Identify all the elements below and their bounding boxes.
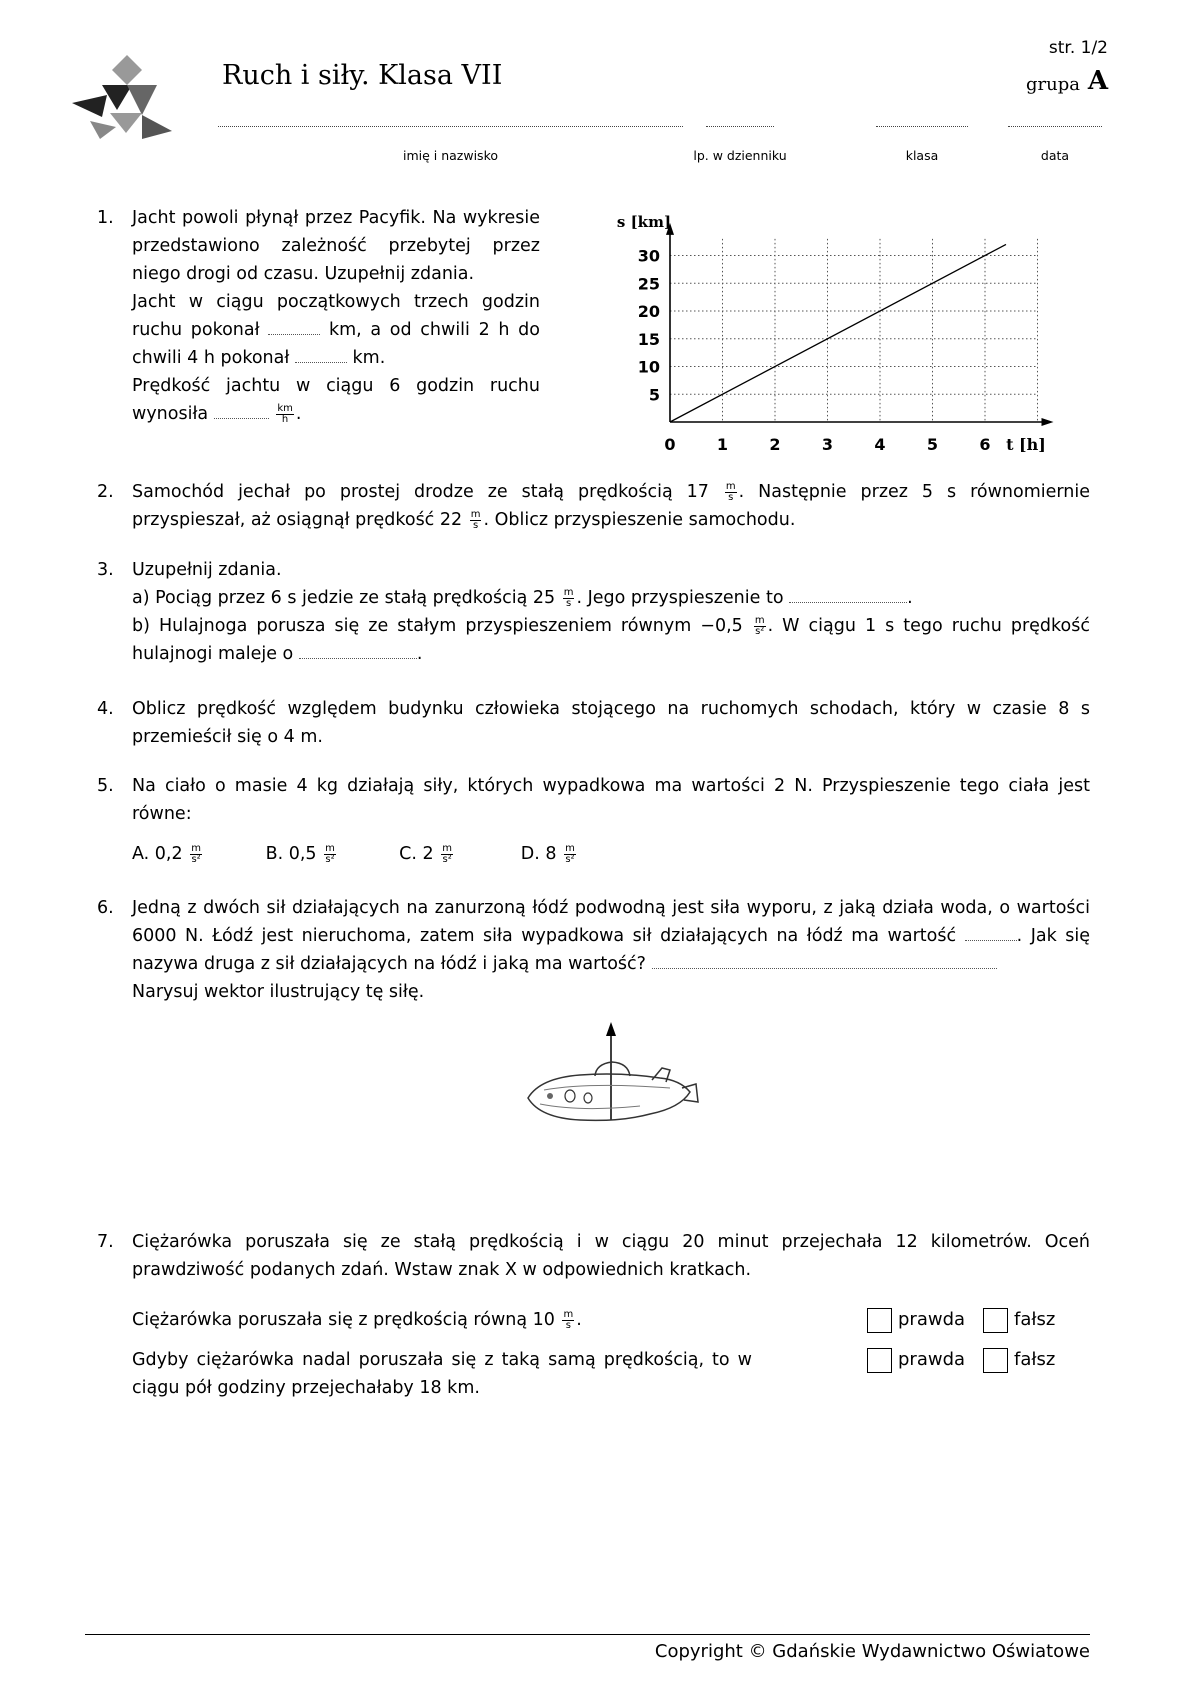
question-6: 6. Jedną z dwóch sił działających na zanurzoną łódź podwodną jest siła wyporu, z jaką działa woda, o wartości 6000 N. Łódź jest nieruchoma, zatem siła wypadkowa sił działających na łódź ma wartość . Jak się nazywa druga z sił działających na łódź i jaką ma wartość? Narysuj wektor ilustrujący tę siłę. <box>97 894 1090 1006</box>
question-3 <box>97 556 1090 668</box>
y-tick-label: 10 <box>637 357 660 377</box>
y-tick-label: 5 <box>648 385 660 405</box>
class-field[interactable] <box>876 126 968 127</box>
x-tick-label: 4 <box>874 435 886 454</box>
x-tick-label: 3 <box>821 435 834 454</box>
option-b[interactable]: B. 0,5 $\frac{m}{\text{s²}}$ <box>265 842 335 865</box>
publisher-logo <box>72 55 182 145</box>
x-axis-arrow <box>1042 418 1054 426</box>
answer-blank[interactable] <box>295 346 347 363</box>
register-number-label: lp. w dzienniku <box>693 148 787 163</box>
false-checkbox[interactable] <box>983 1308 1008 1333</box>
sentence-b: b) Hulajnoga porusza się ze stałym przyspieszeniem równym −0,5 $\frac{m}{\text{s²}}$ . W ciągu 1 s tego ruchu prędkość hulajnogi maleje o . <box>132 614 1090 664</box>
y-tick-label: 15 <box>637 329 660 349</box>
statement-row-1: Ciężarówka poruszała się z prędkością równą 10 $\frac{m}{s}$ . prawda fałsz <box>132 1306 1092 1334</box>
true-option[interactable]: prawda <box>867 1306 965 1334</box>
false-option[interactable]: fałsz <box>983 1306 1055 1334</box>
question-number: 2. <box>97 482 114 502</box>
y-tick-label: 20 <box>637 302 660 321</box>
option-d[interactable]: D. 8 $\frac{m}{\text{s²}}$ <box>520 842 575 865</box>
statement-row-2 <box>132 1346 1092 1402</box>
false-checkbox[interactable] <box>983 1348 1008 1373</box>
footer-divider <box>85 1634 1090 1635</box>
group-label: grupa <box>1026 74 1080 95</box>
question-text: Ciężarówka poruszała się ze stałą prędkością i w ciągu 20 minut przejechała 12 kilometrów. Oceń prawdziwość podanych zdań. Wstaw znak X w odpowiednich kratkach. <box>132 1232 1090 1280</box>
y-tick-label: 25 <box>637 274 660 294</box>
unit-fraction: $\frac{km}{h}$ <box>277 402 293 425</box>
unit-fraction: $\frac{m}{\text{s²}}$ <box>754 614 765 637</box>
y-tick-label: 30 <box>637 246 660 266</box>
question-5 <box>97 772 1090 868</box>
question-1 <box>97 204 540 428</box>
question-text: Na ciało o masie 4 kg działają siły, których wypadkowa ma wartości 2 N. Przyspieszenie tego ciała jest równe: <box>132 776 1090 824</box>
question-4 <box>97 695 1090 751</box>
y-axis-label: s [km] <box>616 212 672 231</box>
distance-time-chart <box>600 212 1046 462</box>
x-tick-label: 6 <box>979 435 991 454</box>
class-label: klasa <box>905 148 939 163</box>
statement-2: Gdyby ciężarówka nadal poruszała się z taką samą prędkością, to w ciągu pół godziny przejechałaby 18 km. <box>132 1350 752 1398</box>
date-label: data <box>1040 148 1070 163</box>
x-tick-label: 1 <box>716 435 729 454</box>
drawing-instruction: Narysuj wektor ilustrujący tę siłę. <box>132 982 425 1002</box>
answer-blank[interactable] <box>789 586 907 603</box>
answer-blank[interactable] <box>299 642 417 659</box>
x-axis-label: t [h] <box>1006 435 1046 454</box>
true-checkbox[interactable] <box>867 1348 892 1373</box>
unit-fraction: $\frac{m}{s}$ <box>563 1308 574 1331</box>
copyright: Copyright © Gdańskie Wydawnictwo Oświatowe <box>654 1641 1090 1662</box>
question-number: 5. <box>97 776 114 796</box>
answer-blank[interactable] <box>268 318 320 335</box>
answer-blank[interactable] <box>214 402 269 419</box>
statement-1: Ciężarówka poruszała się z prędkością równą 10 <box>132 1310 555 1330</box>
true-option[interactable]: prawda <box>867 1346 965 1374</box>
sentence-a: a) Pociąg przez 6 s jedzie ze stałą prędkością 25 $\frac{m}{s}$ . Jego przyspieszenie to . <box>132 586 913 609</box>
register-number-field[interactable] <box>706 126 774 127</box>
question-number: 6. <box>97 898 114 918</box>
unit-fraction: $\frac{m}{s}$ <box>563 586 574 609</box>
question-7 <box>97 1228 1090 1284</box>
question-2: 2. Samochód jechał po prostej drodze ze stałą prędkością 17 $\frac{m}{s}$ . Następnie przez 5 s równomiernie przyspieszał, aż osiągnął prędkość 22 $\frac{m}{s}$ . Oblicz przyspieszenie samochodu. <box>97 478 1090 534</box>
unit-fraction: $\frac{m}{s}$ <box>470 508 481 531</box>
answer-blank[interactable] <box>652 952 997 969</box>
name-field[interactable] <box>218 126 683 127</box>
question-text: Oblicz prędkość względem budynku człowieka stojącego na ruchomych schodach, który w czasie 8 s przemieścił się o 4 m. <box>132 699 1090 747</box>
question-number: 3. <box>97 560 114 580</box>
x-tick-label: 0 <box>664 435 676 454</box>
question-number: 7. <box>97 1232 114 1252</box>
answer-blank[interactable] <box>965 924 1017 941</box>
data-line <box>670 244 1006 422</box>
unit-fraction: $\frac{m}{s}$ <box>725 480 736 503</box>
false-option[interactable]: fałsz <box>983 1346 1055 1374</box>
group-value: A <box>1087 66 1108 96</box>
date-field[interactable] <box>1008 126 1102 127</box>
question-number: 1. <box>97 208 114 228</box>
x-tick-label: 5 <box>926 435 939 454</box>
true-checkbox[interactable] <box>867 1308 892 1333</box>
option-a[interactable]: A. 0,2 $\frac{m}{\text{s²}}$ <box>132 842 201 865</box>
option-c[interactable]: C. 2 $\frac{m}{\text{s²}}$ <box>399 842 452 865</box>
question-number: 4. <box>97 699 114 719</box>
worksheet-title: Ruch i siły. Klasa VII <box>222 60 503 91</box>
page-number: str. 1/2 <box>1048 38 1108 58</box>
question-text: Jacht powoli płynął przez Pacyfik. Na wykresie przedstawiono zależność przebytej przez niego drogi od czasu. Uzupełnij zdania. <box>132 208 540 284</box>
question-text: Uzupełnij zdania. <box>132 560 282 580</box>
name-field-label: imię i nazwisko <box>402 148 499 163</box>
sentence-distance: Jacht w ciągu początkowych trzech godzin ruchu pokonał km, a od chwili 2 h do chwili 4 h pokonał km. <box>132 292 540 368</box>
submarine-illustration[interactable] <box>520 1020 710 1160</box>
x-tick-label: 2 <box>769 435 781 454</box>
sentence-speed: Prędkość jachtu w ciągu 6 godzin ruchu wynosiła $\frac{km}{h}$ . <box>132 376 540 425</box>
